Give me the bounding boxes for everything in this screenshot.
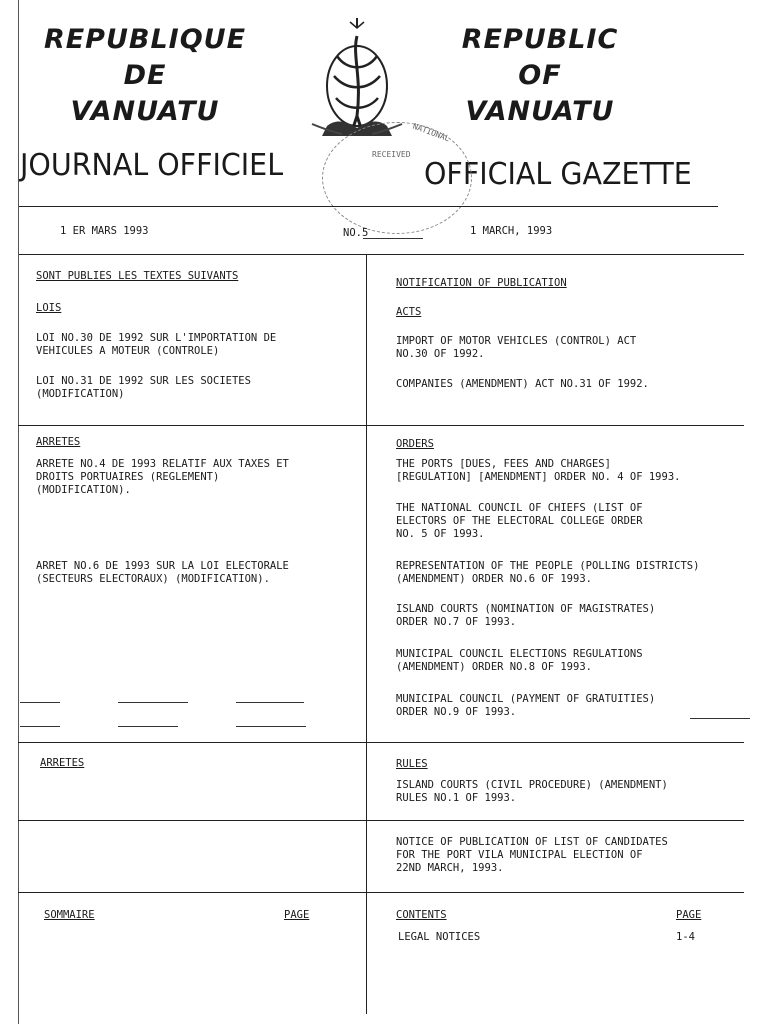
masthead-divider [18,206,718,207]
en-republic-title [440,22,640,130]
fr-arretes-heading: ARRETES [36,436,81,448]
fr-lois-heading: LOIS [36,302,62,314]
issue-number: NO.5 [343,227,369,239]
column-divider [366,254,367,1014]
en-title-line-1: REPUBLIC [461,24,619,55]
en-acts-heading: ACTS [396,306,422,318]
en-act-item-1: IMPORT OF MOTOR VEHICLES (CONTROL) ACT NO.30 OF 1992. [396,335,637,360]
date-en: 1 MARCH, 1993 [470,225,553,237]
fr-arrete-item-2: ARRET NO.6 DE 1993 SUR LA LOI ELECTORALE (SECTEURS ELECTORAUX) (MODIFICATION). [36,560,289,585]
section-divider-3 [18,820,744,821]
issue-number-underline [363,238,423,239]
fr-journal-title: JOURNAL OFFICIEL [20,148,284,183]
en-title-line-3: VANUATU [465,96,615,127]
fr-section1-heading: SONT PUBLIES LES TEXTES SUIVANTS [36,270,239,282]
fr-arrete-item-1: ARRETE NO.4 DE 1993 RELATIF AUX TAXES ET DROITS PORTUAIRES (REGLEMENT) (MODIFICATION). [36,458,289,496]
en-order-item-1: THE PORTS [DUES, FEES AND CHARGES] [REGULATION] [AMENDMENT] ORDER NO. 4 OF 1993. [396,458,681,483]
en-order-item-2: THE NATIONAL COUNCIL OF CHIEFS (LIST OF ELECTORS OF THE ELECTORAL COLLEGE ORDER NO. 5 OF 1993. [396,502,643,540]
fr-title-line-3: VANUATU [70,96,220,127]
fr-republic-title [40,22,250,130]
left-margin-line [18,0,19,1024]
en-order-item-4: ISLAND COURTS (NOMINATION OF MAGISTRATES) ORDER NO.7 OF 1993. [396,603,656,628]
fr-arretes-heading-2: ARRETES [40,757,85,769]
stamp-text-2: NATIONAL [411,121,451,144]
en-title-line-2: OF [518,60,562,91]
section-divider-4 [18,892,744,893]
en-orders-heading: ORDERS [396,438,434,450]
en-contents-label: CONTENTS [396,909,447,921]
filler-dash [236,702,304,703]
en-order-item-5: MUNICIPAL COUNCIL ELECTIONS REGULATIONS (AMENDMENT) ORDER NO.8 OF 1993. [396,648,643,673]
fr-contents-label: SOMMAIRE [44,909,95,921]
fr-loi-item-2: LOI NO.31 DE 1992 SUR LES SOCIETES (MODIFICATION) [36,375,251,400]
table-top-border [18,254,744,255]
en-journal-title: OFFICIAL GAZETTE [424,157,692,192]
fr-title-line-1: REPUBLIQUE [43,24,247,55]
en-page-label: PAGE [676,909,702,921]
en-act-item-2: COMPANIES (AMENDMENT) ACT NO.31 OF 1992. [396,378,649,390]
filler-dash [236,726,306,727]
filler-dash [690,718,750,719]
en-order-item-3: REPRESENTATION OF THE PEOPLE (POLLING DISTRICTS) (AMENDMENT) ORDER NO.6 OF 1993. [396,560,700,585]
filler-dash [20,726,60,727]
date-fr: 1 ER MARS 1993 [60,225,149,237]
section-divider-2 [18,742,744,743]
fr-page-label: PAGE [284,909,310,921]
contents-row-pages: 1-4 [676,931,695,943]
contents-row-title: LEGAL NOTICES [398,931,481,943]
stamp-text: RECEIVED [372,150,411,159]
filler-dash [118,702,188,703]
section-divider-1 [18,425,744,426]
en-notice-item-1: NOTICE OF PUBLICATION OF LIST OF CANDIDATES FOR THE PORT VILA MUNICIPAL ELECTION OF 22ND MARCH, 1993. [396,836,668,874]
en-rules-heading: RULES [396,758,428,770]
en-order-item-6: MUNICIPAL COUNCIL (PAYMENT OF GRATUITIES) ORDER NO.9 OF 1993. [396,693,656,718]
en-section1-heading: NOTIFICATION OF PUBLICATION [396,277,567,289]
fr-title-line-2: DE [123,60,167,91]
filler-dash [118,726,178,727]
filler-dash [20,702,60,703]
en-rule-item-1: ISLAND COURTS (CIVIL PROCEDURE) (AMENDMENT) RULES NO.1 OF 1993. [396,779,668,804]
fr-loi-item-1: LOI NO.30 DE 1992 SUR L'IMPORTATION DE VEHICULES A MOTEUR (CONTROLE) [36,332,277,357]
